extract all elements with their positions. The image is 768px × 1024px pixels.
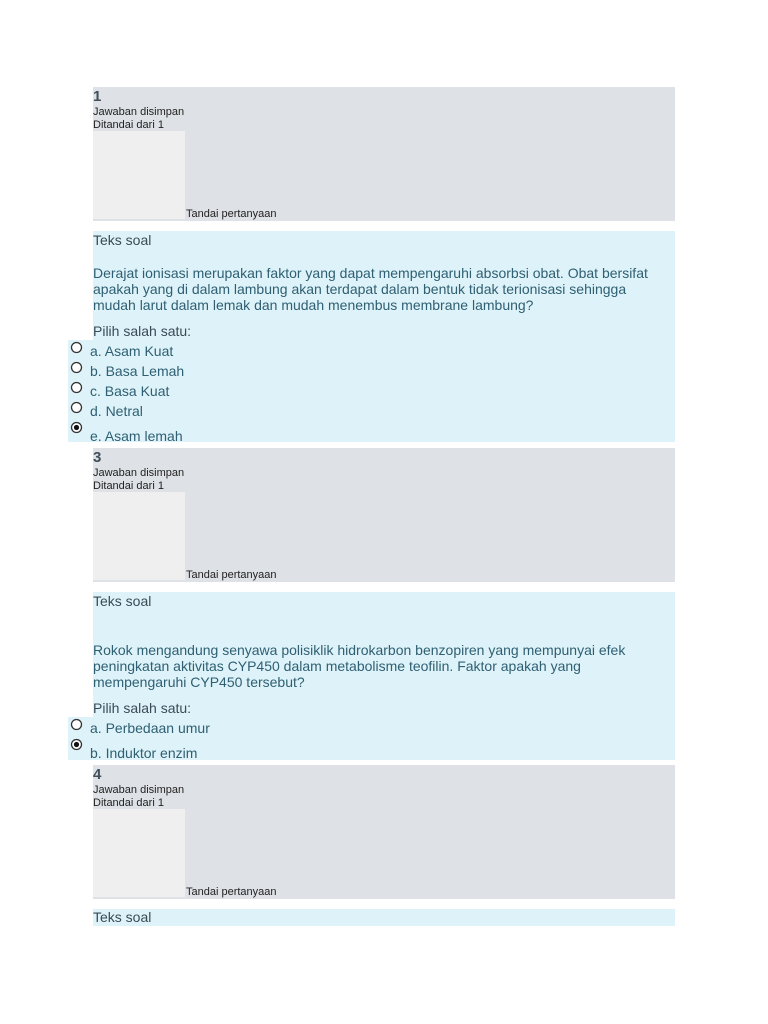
radio-option-a[interactable] [70,341,83,354]
option-label[interactable]: a. Perbedaan umur [90,720,210,736]
radio-option-c[interactable] [70,381,83,394]
question-number: 4 [93,766,102,783]
question-content-4 [93,909,675,926]
option-label[interactable]: c. Basa Kuat [90,383,170,399]
flag-question-link[interactable]: Tandai pertanyaan [186,886,277,898]
question-text: Rokok mengandung senyawa polisiklik hidrokarbon benzopiren yang mempunyai efek peningkatan aktivitas CYP450 dalam metabolisme teofilin. Faktor apakah yang mempengaruhi CYP450 tersebut? [93,642,626,690]
option-label[interactable]: e. Asam lemah [90,428,183,444]
question-text-label: Teks soal [93,593,152,609]
question-state: Jawaban disimpan [93,106,185,118]
radio-option-e-selected[interactable] [70,421,83,434]
question-number: 1 [93,88,102,105]
choose-one-prompt: Pilih salah satu: [93,323,192,339]
question-text-label: Teks soal [93,232,152,248]
choose-one-prompt: Pilih salah satu: [93,700,192,716]
option-label[interactable]: b. Basa Lemah [90,363,185,379]
question-number: 3 [93,449,102,466]
option-label[interactable]: a. Asam Kuat [90,343,174,359]
question-info-1 [93,87,675,221]
radio-option-b[interactable] [70,361,83,374]
question-grade: Ditandai dari 1 [93,797,164,809]
flag-question-link[interactable]: Tandai pertanyaan [186,208,277,220]
question-text: Derajat ionisasi merupakan faktor yang dapat mempengaruhi absorbsi obat. Obat bersifat apakah yang di dalam lambung akan terdapat dalam bentuk tidak terionisasi sehingga mudah larut dalam lemak dan mudah menembus membrane lambung? [93,265,648,313]
question-grade: Ditandai dari 1 [93,119,164,131]
question-info-4 [93,765,675,899]
question-grade: Ditandai dari 1 [93,480,164,492]
question-state: Jawaban disimpan [93,784,185,796]
radio-option-d[interactable] [70,401,83,414]
question-content-1 [93,231,675,442]
option-label[interactable]: d. Netral [90,403,143,419]
question-state: Jawaban disimpan [93,467,185,479]
flag-image-placeholder[interactable] [93,809,185,897]
flag-image-placeholder[interactable] [93,492,185,580]
radio-option-b-selected[interactable] [70,738,83,751]
flag-image-placeholder[interactable] [93,131,185,219]
radio-option-a[interactable] [70,718,83,731]
option-label[interactable]: b. Induktor enzim [90,745,198,761]
question-info-3 [93,448,675,582]
question-text-label: Teks soal [93,909,152,925]
flag-question-link[interactable]: Tandai pertanyaan [186,569,277,581]
